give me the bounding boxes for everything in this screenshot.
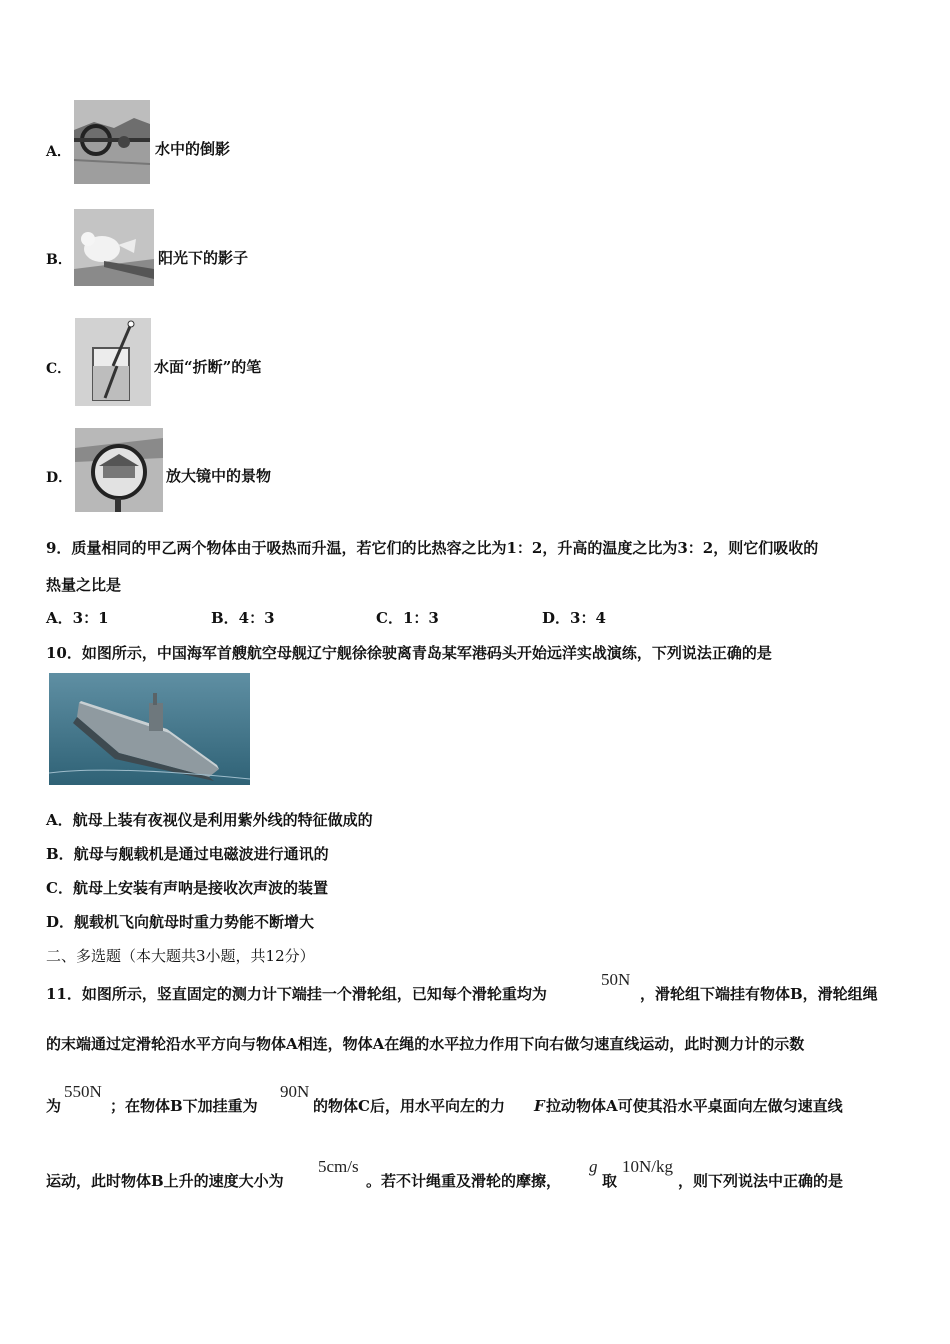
question-stem-continued: 热量之比是 bbox=[46, 576, 122, 594]
dove-shadow-photo-icon bbox=[74, 209, 154, 286]
option-letter: D． bbox=[46, 470, 73, 486]
pencil-in-glass-photo-icon bbox=[75, 318, 151, 406]
section-heading: 二、多选题（本大题共3小题，共12分） bbox=[46, 947, 315, 965]
option-b: B．航母与舰载机是通过电磁波进行通讯的 bbox=[46, 845, 329, 863]
stem-part: ；在物体B下加挂重为 bbox=[110, 1097, 258, 1115]
option-b: B．4：3 bbox=[211, 609, 275, 627]
stem-part: ，滑轮组下端挂有物体B，滑轮组绳 bbox=[640, 985, 878, 1003]
magnifier-scene-photo-icon bbox=[75, 428, 163, 512]
option-letter: C． bbox=[46, 361, 72, 377]
stem-part: 11．如图所示，竖直固定的测力计下端挂一个滑轮组，已知每个滑轮重均为 bbox=[46, 985, 547, 1003]
stem-part: 为 bbox=[46, 1097, 62, 1115]
question-stem: 9．质量相同的甲乙两个物体由于吸热而升温，若它们的比热容之比为1：2，升高的温度之比为3：2，则它们吸收的 bbox=[46, 539, 819, 557]
math-symbol: g bbox=[589, 1157, 598, 1176]
option-a: A．航母上装有夜视仪是利用紫外线的特征做成的 bbox=[46, 811, 373, 829]
option-d: D．3：4 bbox=[542, 609, 606, 627]
stem-part: 。若不计绳重及滑轮的摩擦， bbox=[366, 1172, 562, 1190]
option-caption: 水面“折断”的笔 bbox=[154, 358, 262, 376]
stem-part: 的物体C后，用水平向左的力 bbox=[313, 1097, 505, 1115]
aircraft-carrier-photo-icon bbox=[49, 673, 250, 785]
stem-part: 运动，此时物体B上升的速度大小为 bbox=[46, 1172, 284, 1190]
option-caption: 放大镜中的景物 bbox=[166, 467, 272, 485]
option-c: C．航母上安装有声呐是接收次声波的装置 bbox=[46, 879, 328, 897]
question-stem: 10．如图所示，中国海军首艘航空母舰辽宁舰徐徐驶离青岛某军港码头开始远洋实战演练，下列说法正确的是 bbox=[46, 644, 772, 662]
option-caption: 水中的倒影 bbox=[155, 140, 231, 158]
option-letter: A． bbox=[46, 144, 71, 160]
stem-part: 拉动物体A可使其沿水平桌面向左做匀速直线 bbox=[546, 1097, 843, 1115]
math-value: 5cm/s bbox=[318, 1157, 359, 1176]
bridge-reflection-photo-icon bbox=[74, 100, 150, 184]
option-a: A．3：1 bbox=[46, 609, 109, 627]
stem-part: 的末端通过定滑轮沿水平方向与物体A相连，物体A在绳的水平拉力作用下向右做匀速直线运动，此时测力计的示数 bbox=[46, 1035, 805, 1053]
force-symbol: F bbox=[534, 1097, 545, 1115]
math-value: 50N bbox=[601, 970, 631, 989]
option-letter: B． bbox=[46, 252, 72, 268]
math-value: 10N/kg bbox=[622, 1157, 673, 1176]
option-caption: 阳光下的影子 bbox=[158, 249, 249, 267]
stem-part: ，则下列说法中正确的是 bbox=[678, 1172, 844, 1190]
math-value: 550N bbox=[64, 1082, 102, 1101]
stem-part: 取 bbox=[602, 1172, 618, 1190]
option-d: D．舰载机飞向航母时重力势能不断增大 bbox=[46, 913, 315, 931]
math-value: 90N bbox=[280, 1082, 310, 1101]
option-c: C．1：3 bbox=[376, 609, 439, 627]
